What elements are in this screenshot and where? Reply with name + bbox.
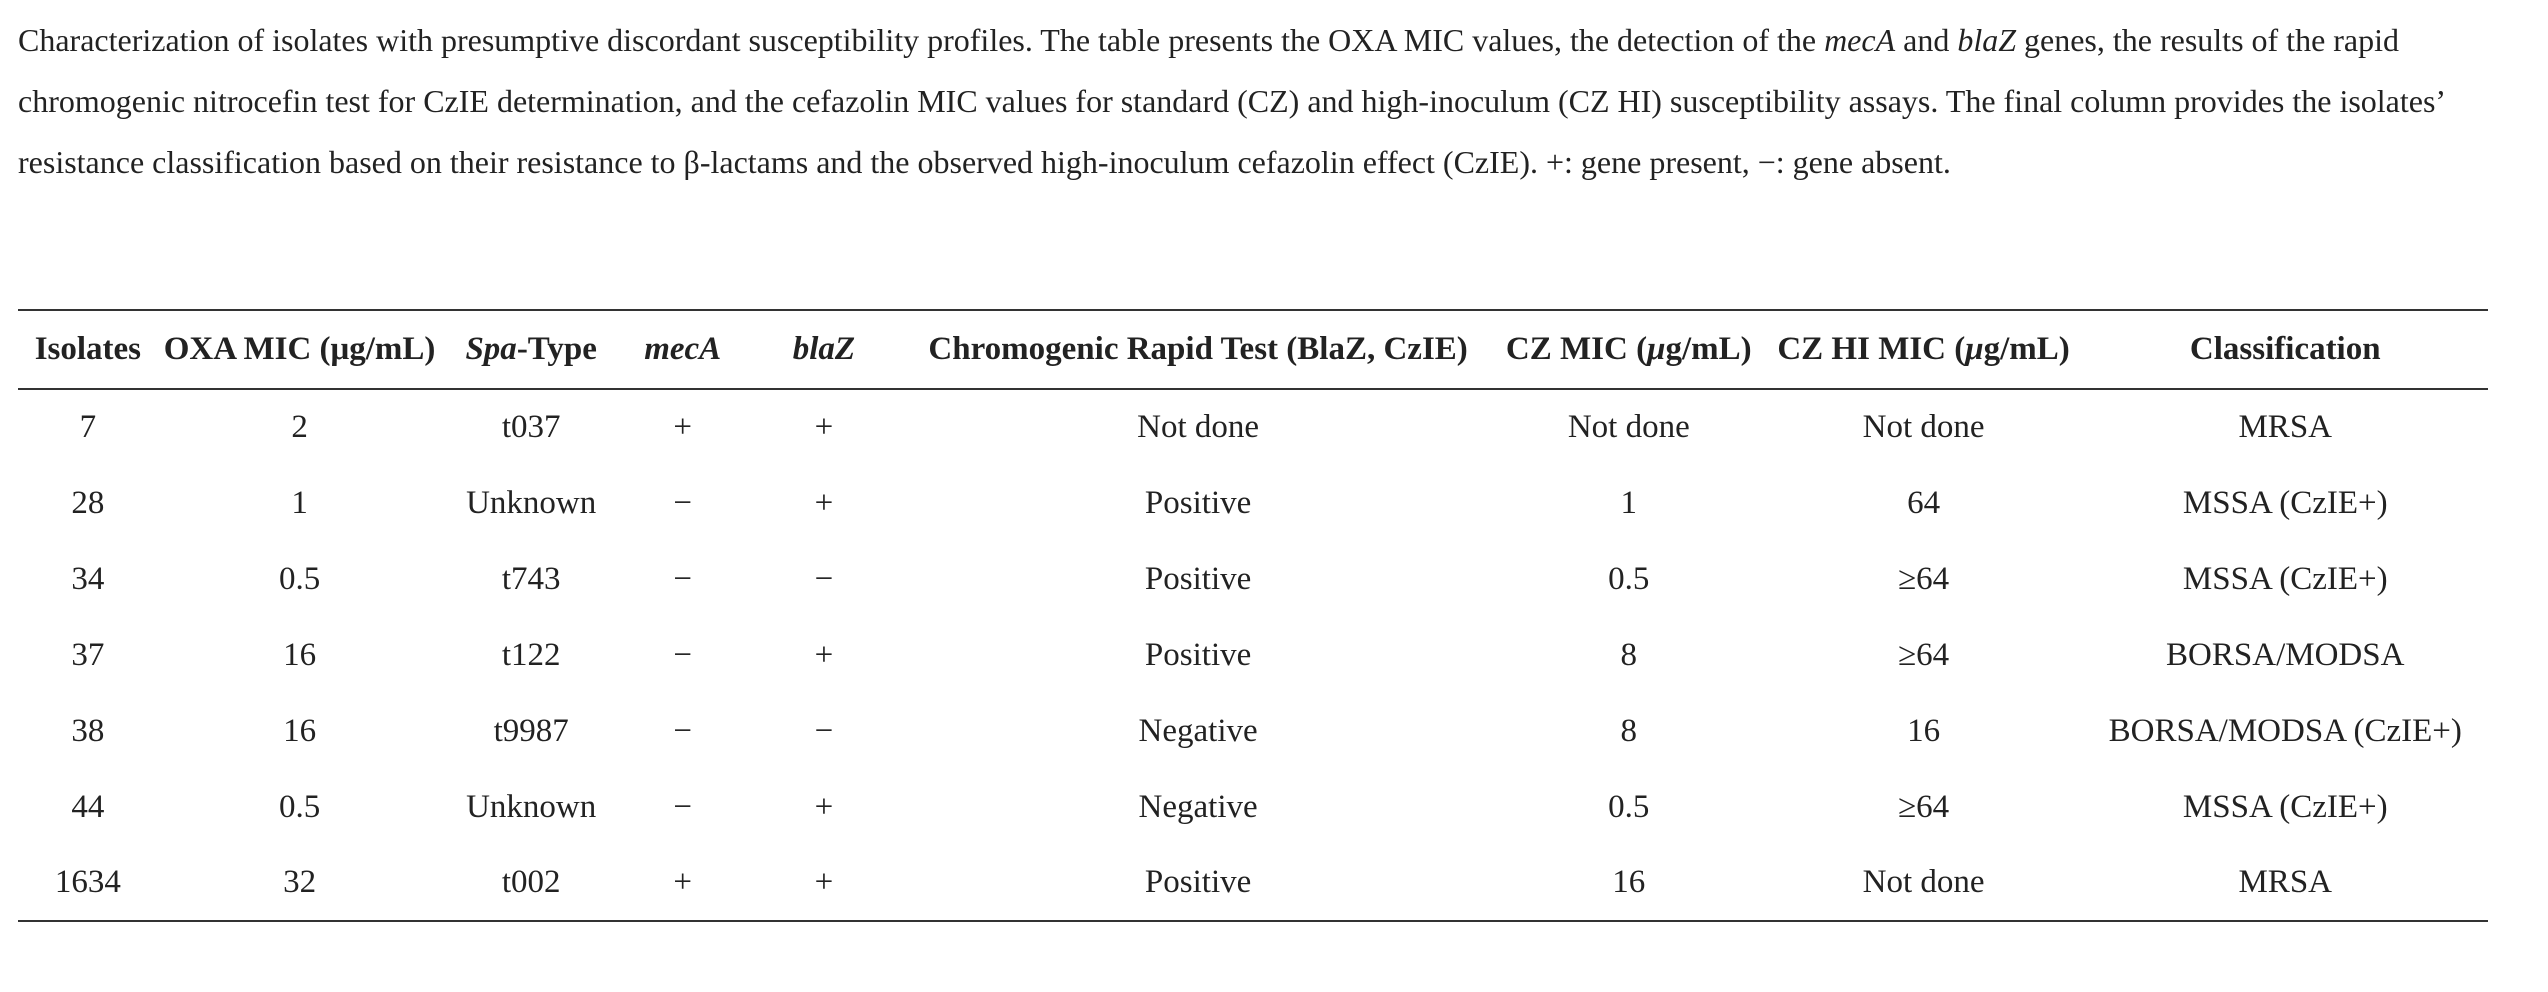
cell-czhi-mic: 64 [1907,484,1941,521]
cell-blaz: + [814,409,834,445]
cell-chromogenic-test: Positive [1144,636,1252,673]
caption-gene-meca: mecA [1824,22,1896,58]
cell-meca: − [673,712,692,749]
header-blaz-label: blaZ [792,331,856,367]
caption-gene-blaz: blaZ [1957,22,2017,58]
cell-classification: BORSA/MODSA [2166,636,2405,673]
header-cz-mic [1493,310,1765,389]
cell-czhi-mic: Not done [1765,845,2083,921]
header-cz-mic-prefix: CZ MIC ( [1505,331,1648,367]
cell-chromogenic-test: Positive [903,845,1493,921]
cell-classification: MSSA (CzIE+) [2182,484,2388,521]
table-row [18,617,2488,693]
table-row [18,389,2488,465]
cell-meca: − [673,788,692,825]
cell-blaz: − [814,560,834,597]
cell-blaz: + [814,636,834,673]
cell-isolate: 34 [71,560,105,597]
cell-czhi-mic: ≥64 [1898,636,1950,673]
cell-classification: MSSA (CzIE+) [2182,788,2388,825]
caption-text-1: Characterization of isolates with presumptive discordant susceptibility profiles. The table presents the OXA MIC values, the detection of the [18,22,1825,58]
cell-blaz: + [814,484,834,521]
header-meca [621,310,745,389]
cell-isolate: 44 [71,788,105,825]
header-czhi-mic-prefix: CZ HI MIC ( [1777,331,1966,367]
cell-cz-mic: 0.5 [1608,560,1650,597]
cell-cz-mic: 0.5 [1608,788,1650,825]
cell-oxa-mic: 1 [291,484,308,521]
table-row [18,845,2488,921]
caption-text-2: and [1895,22,1958,58]
header-spa-italic: Spa [465,331,517,367]
header-czhi-mic-mu: μ [1965,331,1984,367]
cell-oxa-mic: 0.5 [278,560,321,597]
cell-meca: − [673,636,692,673]
cell-czhi-mic: ≥64 [1898,560,1950,597]
cell-spa-type: t743 [501,560,561,597]
header-row [18,310,2488,389]
cell-isolate: 1634 [18,845,158,921]
cell-isolate: 28 [71,484,105,521]
cell-oxa-mic: 16 [283,636,317,673]
cell-czhi-mic: ≥64 [1898,788,1950,825]
table-row [18,465,2488,541]
table-row [18,693,2488,769]
cell-classification: MSSA (CzIE+) [2182,560,2388,597]
cell-oxa-mic: 32 [158,845,442,921]
header-cz-mic-mu: μ [1647,331,1666,367]
cell-blaz: − [814,712,834,749]
cell-isolate: 7 [79,409,97,445]
header-blaz [744,310,903,389]
cell-cz-mic: 8 [1620,712,1638,749]
table-body [18,389,2488,921]
cell-chromogenic-test: Positive [1144,484,1252,521]
cell-chromogenic-test: Negative [1138,788,1258,825]
cell-oxa-mic: 16 [283,712,317,749]
cell-czhi-mic: Not done [1862,409,1985,445]
cell-cz-mic: Not done [1567,409,1690,445]
cell-chromogenic-test: Positive [1144,560,1252,597]
table-header [18,310,2488,389]
header-spa-rest: -Type [516,331,597,367]
header-isolates: Isolates [18,310,158,389]
cell-spa-type: Unknown [466,484,597,521]
cell-meca: − [673,484,692,521]
cell-classification: BORSA/MODSA (CzIE+) [2108,712,2462,749]
cell-meca: − [673,560,692,597]
header-meca-label: mecA [644,331,722,367]
header-czhi-mic [1765,310,2083,389]
cell-spa-type: t9987 [493,712,569,749]
cell-chromogenic-test: Not done [1137,409,1260,445]
cell-meca: + [673,409,692,445]
caption-text-3: genes, the results of the rapid chromogenic nitrocefin test for CzIE determination, and the cefazolin MIC values for standard (CZ) and high-inoculum (CZ HI) susceptibility assays. The final column provides the isolates’ resistance classification based on their resistance to β-lactams and the observed high-inoculum cefazolin effect (CzIE). +: gene present, −: gene absent. [18,22,2444,180]
cell-blaz: + [744,845,903,921]
cell-cz-mic: 1 [1620,484,1638,521]
cell-oxa-mic: 0.5 [278,788,321,825]
cell-spa-type: t122 [501,636,561,673]
cell-czhi-mic: 16 [1907,712,1941,749]
header-czhi-mic-suffix: g/mL) [1983,331,2070,367]
header-chromogenic-test: Chromogenic Rapid Test (BlaZ, CzIE) [903,310,1493,389]
cell-classification: MRSA [2082,845,2488,921]
cell-blaz: + [814,788,834,825]
isolates-table [18,309,2488,922]
header-classification: Classification [2082,310,2488,389]
header-oxa-mic: OXA MIC (μg/mL) [158,310,442,389]
cell-spa-type: Unknown [466,788,597,825]
cell-isolate: 38 [71,712,105,749]
table-caption [18,10,2518,193]
cell-cz-mic: 8 [1620,636,1638,673]
cell-isolate: 37 [71,636,105,673]
cell-cz-mic: 16 [1493,845,1765,921]
cell-spa-type: t037 [501,409,561,445]
cell-oxa-mic: 2 [291,409,308,445]
cell-chromogenic-test: Negative [1138,712,1258,749]
header-spa-type [441,310,621,389]
cell-meca: + [621,845,745,921]
cell-spa-type: t002 [441,845,621,921]
header-cz-mic-suffix: g/mL) [1665,331,1752,367]
isolates-table-container [18,309,2488,922]
table-row [18,541,2488,617]
cell-classification: MRSA [2238,409,2333,445]
table-row [18,769,2488,845]
